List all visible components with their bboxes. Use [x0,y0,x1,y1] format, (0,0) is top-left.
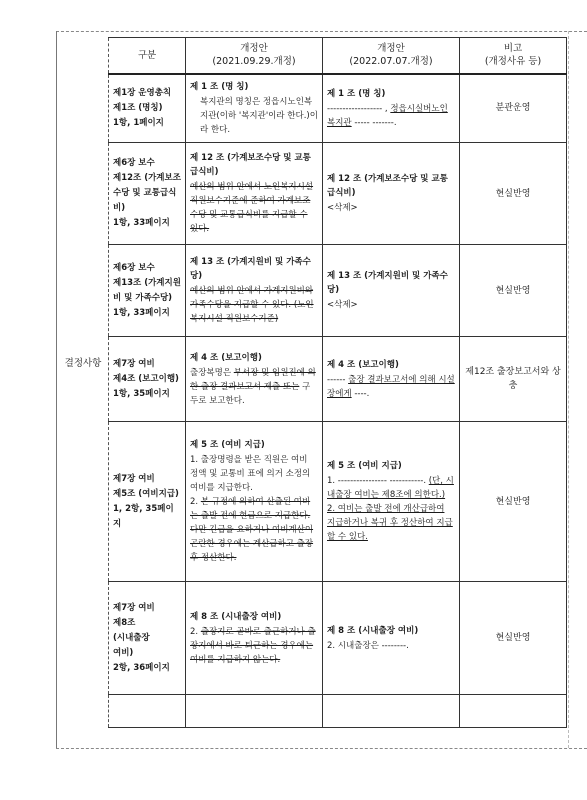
row-old-text [186,245,323,337]
article-item: 2. 시내출장은 --------. [327,640,409,651]
left-border [56,31,57,748]
table-row [109,337,567,422]
row-new-text [323,582,460,695]
header-new-title: 개정안 [377,43,405,55]
bottom-divider [56,748,587,749]
row-new-text [323,337,460,422]
header-new [323,38,460,74]
article-title: 제 4 조 (보고이행) [327,359,399,370]
row-category: 제7장 여비 제4조 (보고이행) 1항, 35페이지 [109,337,186,422]
row-old-text [186,422,323,582]
row-old-text [186,74,323,143]
header-new-date: (2022.07.07.개정) [349,56,433,68]
top-divider [56,31,587,32]
article-title: 제 12 조 (가계보조수당 및 교통급식비) [190,153,311,177]
article-body: <삭제> [327,203,358,213]
row-note: 현실반영 [460,143,567,245]
table-row [109,422,567,582]
row-category: 제6장 보수 제12조 (가계보조수당 및 교통급식비) 1항, 33페이지 [109,143,186,245]
row-category: 제7장 여비 제5조 (여비지급) 1, 2항, 35페이지 [109,422,186,582]
article-title: 제 5 조 (여비 지급) [327,461,402,471]
table-row [109,143,567,245]
header-old-date: (2021.09.29.개정) [212,56,296,68]
row-note: 현실반영 [460,245,567,337]
row-old-text [186,143,323,245]
article-title: 제 8 조 (시내출장 여비) [190,611,282,622]
header-old-title: 개정안 [240,43,268,55]
table-row [109,74,567,143]
article-body: 복지관의 명칭은 정읍시노인복지관(이하 '복지관'이라 한다.)이라 한다. [200,96,318,135]
article-item: 2. 본 규정에 의하여 산출된 여비는 출발 전에 현금으로 지급한다. 다만 긴급을 요하거나 여비계산이 곤란한 경우에는 계산급하고 출장 후 정산한다. [190,497,314,563]
header-old [186,38,323,74]
right-border [568,31,569,748]
table-header-row [109,38,567,74]
table-row-empty [109,695,567,728]
row-note: 제12조 출장보고서와 상충 [460,337,567,422]
article-item: 2. 여비는 출발 전에 개산급하여 지급하거나 복귀 후 정산하여 지급할 수 있다. [327,504,453,542]
article-item: 2. 출장지로 곧바로 출근하거나 출장지에서 바로 퇴근하는 경우에는 여비를 지급하지 않는다. [190,626,316,665]
row-old-text [186,582,323,695]
row-category: 제6장 보수 제13조 (가계지원비 및 가족수당) 1항, 33페이지 [109,245,186,337]
row-new-text [323,422,460,582]
article-title: 제 12 조 (가계보조수당 및 교통급식비) [327,174,448,198]
header-note [460,38,567,74]
article-title: 제 1 조 (명 칭) [327,88,386,99]
header-note-sub: (개정사유 등) [484,56,542,68]
deleted-text: 예산의 범위 안에서 가계지원비와 가족수당을 지급할 수 있다. (노인복지시설 직원보수기준) [190,286,314,324]
row-new-text [323,143,460,245]
article-item: 1. 출장명령을 받은 직원은 여비 정액 및 교통비 표에 의거 소정의 여비를 지급한다. [190,455,311,493]
article-title: 제 13 조 (가계지원비 및 가족수당) [327,271,448,295]
row-note: 분관운영 [460,74,567,143]
row-note: 현실반영 [460,582,567,695]
article-item: 1. ---------------- -----------. (단, 시내출장 여비는 제8조에 의한다.) [327,476,454,500]
header-category: 구분 [109,38,186,74]
article-title: 제 4 조 (보고이행) [190,352,262,363]
article-body: ------ 출장 결과보고서에 의해 시설장에게 ----. [327,374,455,399]
section-label: 결정사항 [64,358,102,369]
article-body: 출장복명은 부서장 및 임원진에 의한 출장 결과보고서 제출 또는 구두로 보고한다. [190,367,316,406]
row-new-text [323,74,460,143]
row-category: 제7장 여비 제8조 (시내출장 여비) 2항, 36페이지 [109,582,186,695]
article-title: 제 1 조 (명 칭) [190,81,249,92]
amendment-table [108,37,567,728]
article-body: <삭제> [327,300,358,310]
header-note-title: 비고 [503,43,523,55]
row-old-text [186,337,323,422]
deleted-text: 예산의 범위 안에서 노인복지시설 직원보수기준에 준하여 가계보조수당 및 교통급식비를 지급할 수 있다. [190,182,314,234]
row-note: 현실반영 [460,422,567,582]
article-body: ------------------ , 정읍시실버노인복지관 ----- -------. [327,103,448,128]
table-row [109,582,567,695]
article-title: 제 13 조 (가계지원비 및 가족수당) [190,257,311,281]
article-title: 제 5 조 (여비 지급) [190,440,265,450]
row-new-text [323,245,460,337]
article-title: 제 8 조 (시내출장 여비) [327,625,419,636]
table-row [109,245,567,337]
row-category: 제1장 운영총칙 제1조 (명칭) 1항, 1페이지 [109,74,186,143]
